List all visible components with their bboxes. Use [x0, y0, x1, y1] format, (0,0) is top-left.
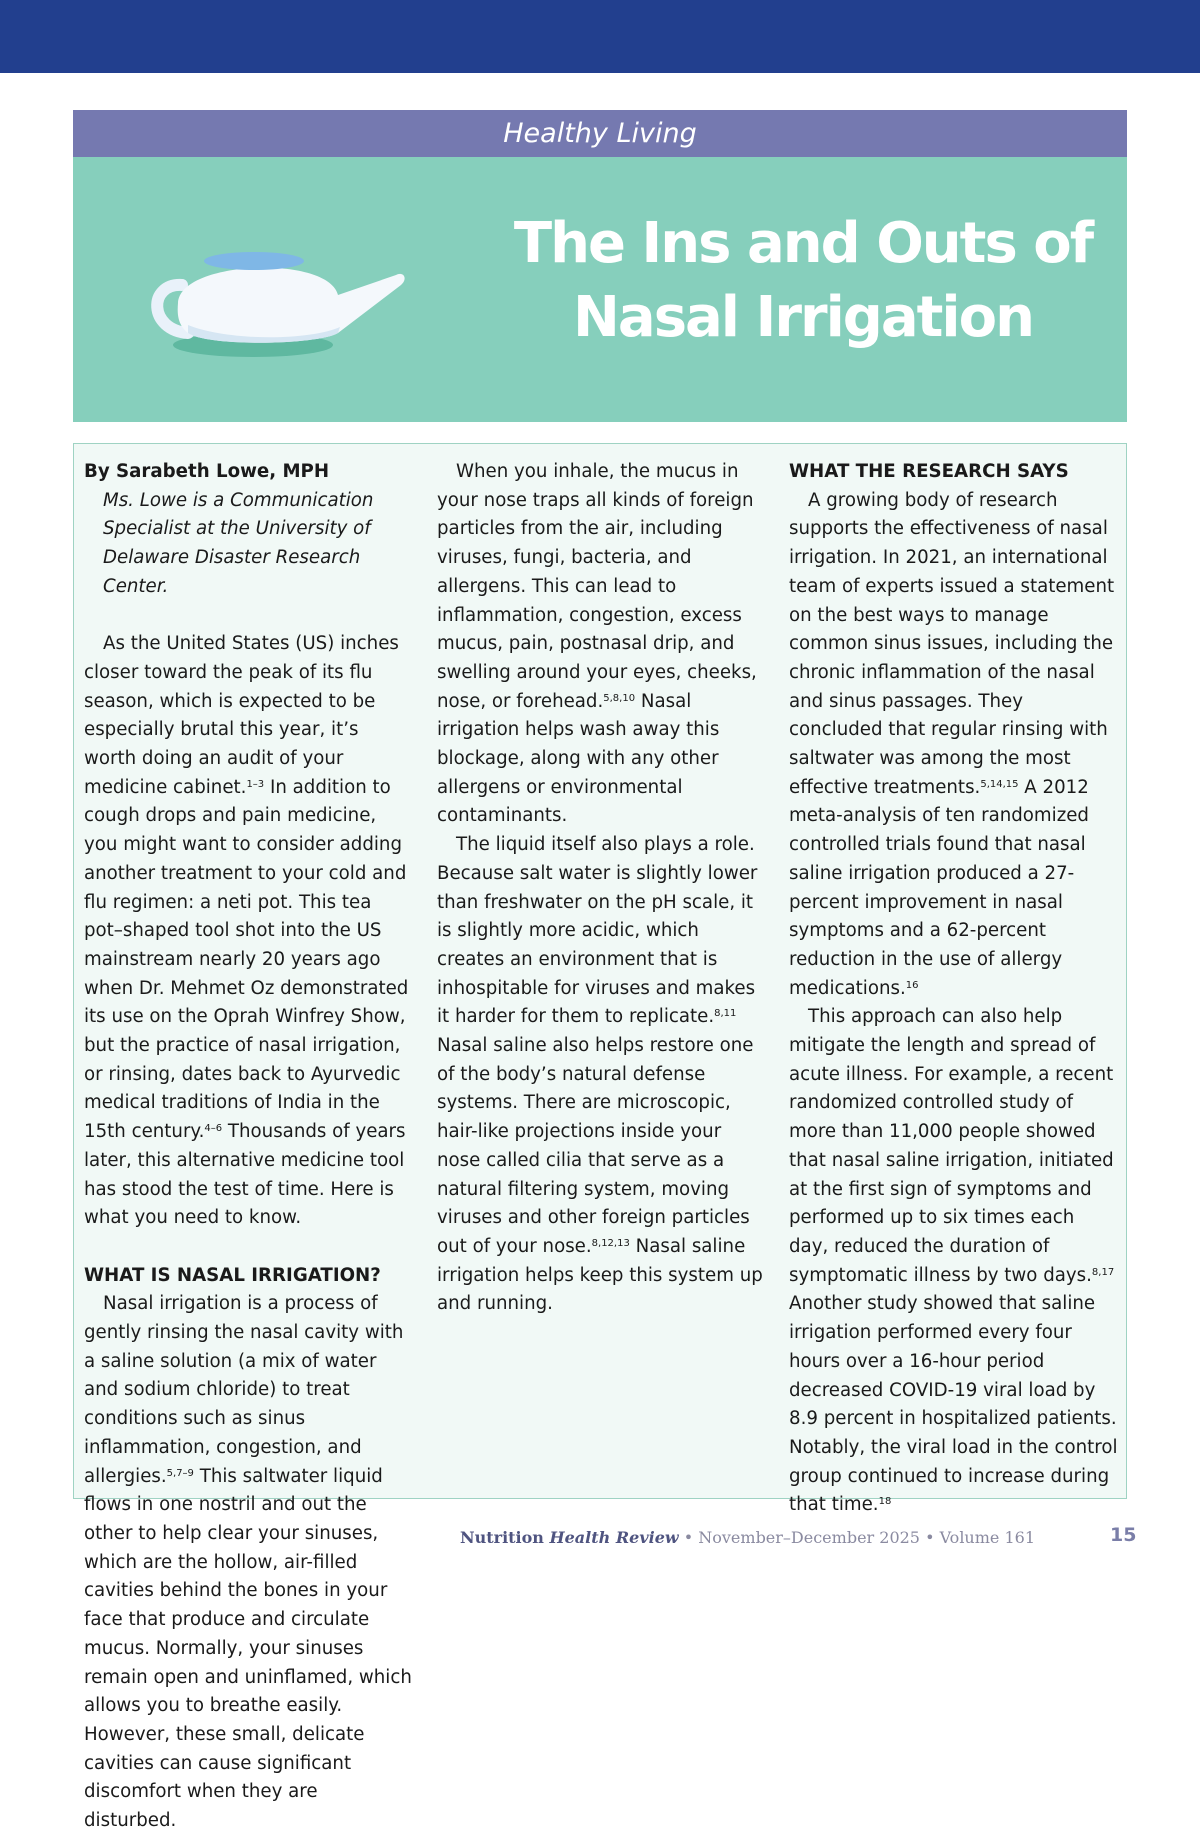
column-3 [789, 458, 1119, 1520]
reference-marker: 1–3 [246, 778, 265, 790]
reference-marker: 5,14,15 [980, 778, 1019, 790]
paragraph-text: Nasal saline also helps restore one of the body’s natural defense systems. There are microscopic, hair-like projections inside your nose called cilia that serve as a natural filtering system, moving viruses and other foreign particles out of your nose. [437, 1035, 754, 1257]
reference-marker: 8,12,13 [591, 1237, 630, 1249]
intro-text-2: In addition to cough drops and pain medicine, you might want to consider adding another treatment to your cold and flu regimen: a neti pot. This tea pot–shaped tool shot into the US mainstream nearly 20 years ago when Dr. Mehmet Oz demonstrated its use on the Oprah Winfrey Show, but the practice of nasal irrigation, or rinsing, dates back to Ayurvedic medical traditions of India in the 15th century. [84, 776, 409, 1143]
top-color-band [0, 0, 1200, 73]
byline: By Sarabeth Lowe, MPH [84, 461, 330, 482]
paragraph-text: Nasal saline irrigation helps keep this system up and running. [437, 1235, 763, 1315]
paragraph-text: The liquid itself also plays a role. Because salt water is slightly lower than freshwater on the pH scale, it is slightly more acidic, which creates an environment that is inhospitable for viruses and makes it harder for them to replicate. [437, 834, 758, 1028]
paragraph-research [789, 487, 1119, 1004]
column-1 [84, 458, 414, 1836]
journal-name-part: Nutrition [459, 1528, 544, 1547]
intro-text-1: As the United States (US) inches closer toward the peak of its flu season, which is expected to be especially brutal this year, it’s worth doing an audit of your medicine cabinet. [84, 633, 399, 798]
reference-marker: 5,7–9 [166, 1467, 194, 1479]
section-label: Healthy Living [73, 110, 1127, 157]
page-footer [460, 1528, 1035, 1547]
paragraph-text: Nasal irrigation is a process of gently rinsing the nasal cavity with a saline solution (a mix of water and sodium chloride) to treat conditions such as sinus inflammation, congestion, and allergies. [84, 1293, 404, 1487]
paragraph-text: This saltwater liquid flows in one nostril and out the other to help clear your sinuses, which are the hollow, air-filled cavities behind the bones in your face that produce and circulate mucus. Normally, your sinuses remain open and uninflamed, which allows you to breathe easily. However, these small, delicate cavities can cause significant discomfort when they are disturbed. [84, 1465, 412, 1832]
paragraph-text: A 2012 meta-analysis of ten randomized controlled trials found that nasal saline irrigation produced a 27-percent improvement in nasal symptoms and a 62-percent reduction in the use of allergy medications. [789, 776, 1089, 999]
reference-marker: 8,11 [714, 1008, 737, 1020]
paragraph-text: This approach can also help mitigate the length and spread of acute illness. For example, a recent randomized controlled study of more than 11,000 people showed that nasal saline irrigation, initiated at the first sign of symptoms and performed up to six times each day, reduced the duration of symptomatic illness by two days. [789, 1006, 1114, 1286]
journal-name [460, 1528, 679, 1547]
paragraph-acute-illness [789, 1003, 1119, 1520]
paragraph-text: A growing body of research supports the effectiveness of nasal irrigation. In 2021, an international team of experts issued a statement on the best ways to manage common sinus issues, including the chronic inflammation of the nasal and sinus passages. They concluded that regular rinsing with saltwater was among the most effective treatments. [789, 489, 1115, 798]
intro-text-3: Thousands of years later, this alternative medicine tool has stood the test of time. Here is what you need to know. [84, 1121, 406, 1229]
column-2 [437, 458, 767, 1319]
reference-marker: 4–6 [204, 1123, 223, 1135]
paragraph-liquid [437, 831, 767, 1319]
paragraph-nasal-irrigation [84, 1290, 414, 1835]
paragraph-text: Another study showed that saline irrigation performed every four hours over a 16-hour period decreased COVID-19 viral load by 8.9 percent in hospitalized patients. Notably, the viral load in the control group continued to increase during that time. [789, 1293, 1118, 1516]
reference-marker: 5,8,10 [603, 692, 636, 704]
section-heading: WHAT THE RESEARCH SAYS [789, 461, 1069, 482]
page-number: 15 [1110, 1524, 1137, 1546]
title-line-2: Nasal Irrigation [573, 285, 1033, 350]
issue-info: • November–December 2025 • Volume 161 [678, 1528, 1035, 1547]
intro-paragraph [84, 630, 414, 1233]
article-title [503, 207, 1103, 355]
reference-marker: 18 [878, 1496, 892, 1508]
paragraph-text: When you inhale, the mucus in your nose traps all kinds of foreign particles from the air, including viruses, fungi, bacteria, and allergens. This can lead to inflammation, congestion, excess mucus, pain, postnasal drip, and swelling around your eyes, cheeks, nose, or forehead. [437, 461, 757, 712]
reference-marker: 8,17 [1091, 1266, 1115, 1278]
section-heading: WHAT IS NASAL IRRIGATION? [84, 1264, 381, 1286]
author-bio: Ms. Lowe is a Communication Specialist at the University of Delaware Disaster Research Center. [103, 489, 374, 597]
journal-name-part: Health Review [549, 1528, 679, 1547]
hero-banner [73, 157, 1127, 422]
reference-marker: 16 [905, 979, 919, 991]
paragraph-text: Nasal irrigation helps wash away this blockage, along with any other allergens or environmental contaminants. [437, 690, 720, 827]
neti-pot-icon [148, 245, 408, 370]
paragraph-inhale [437, 458, 767, 831]
title-line-1: The Ins and Outs of [513, 211, 1093, 276]
